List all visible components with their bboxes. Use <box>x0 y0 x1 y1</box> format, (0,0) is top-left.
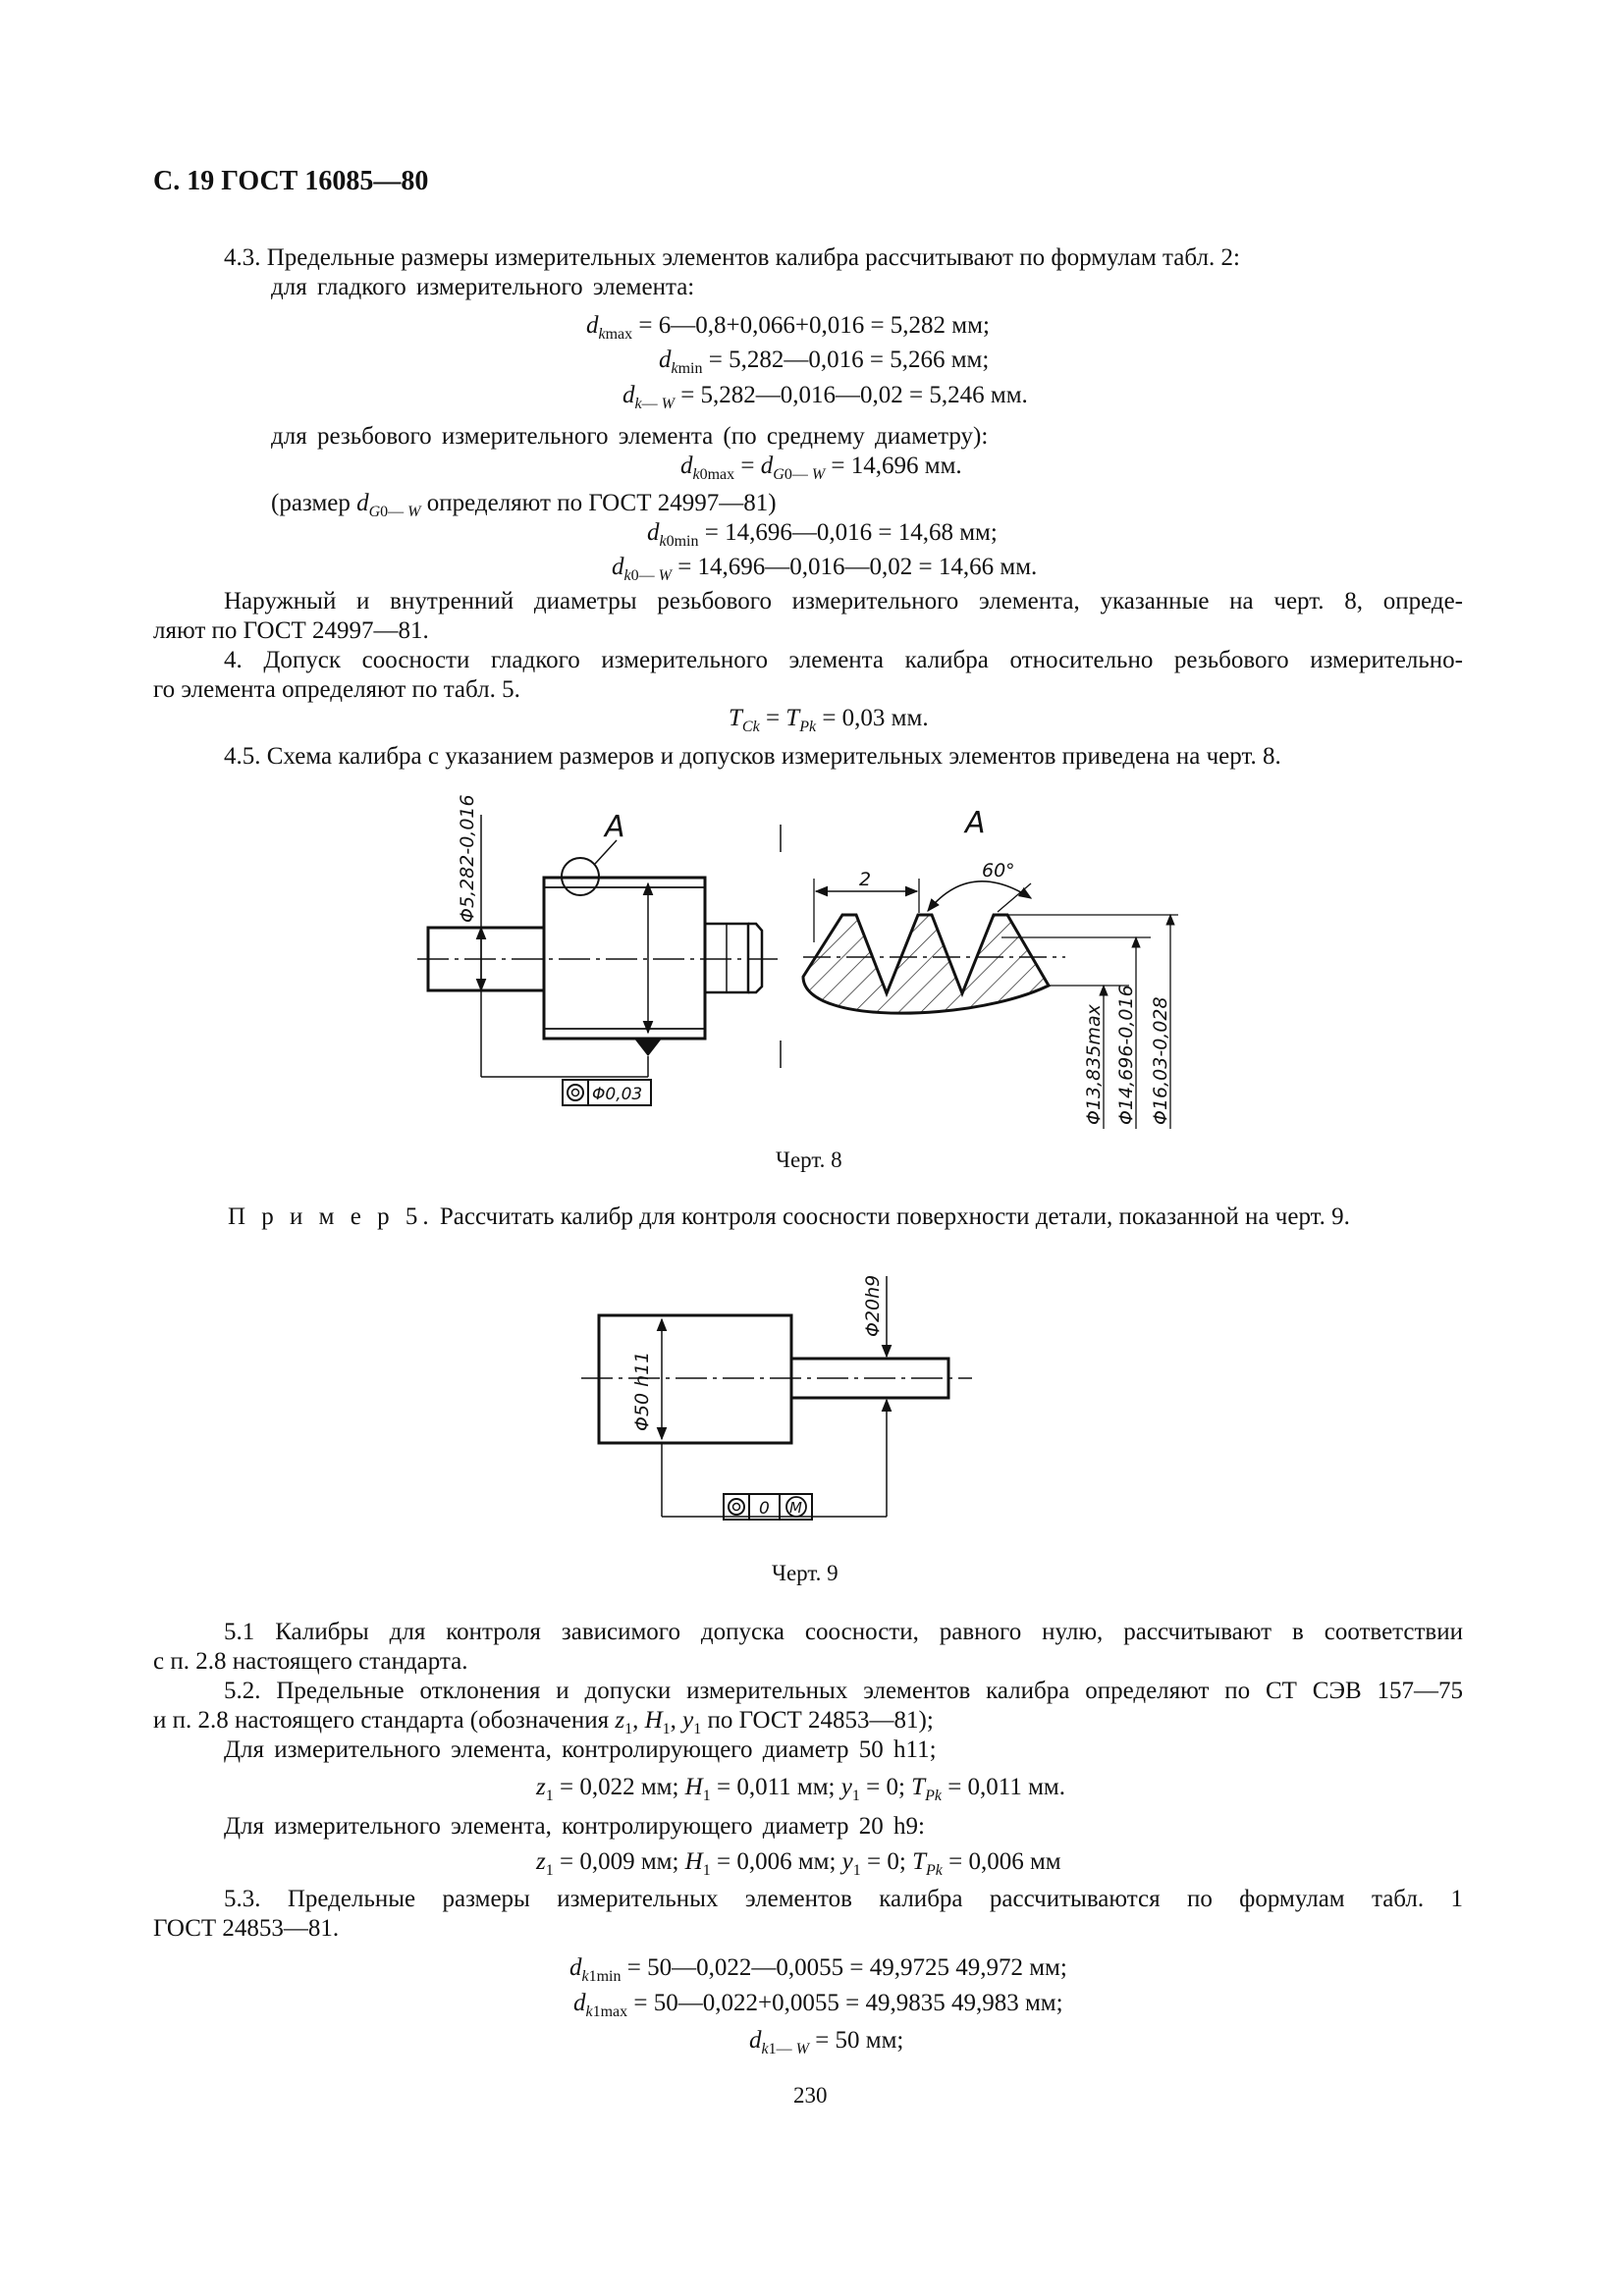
p-outer-line2: ляют по ГОСТ 24997—81. <box>153 617 429 644</box>
fig8-dim-smooth: Φ5,282-0,016 <box>457 794 478 923</box>
example5: П р и м е р 5. Рассчитать калибр для контроля соосности поверхности детали, показанной на черт. 9. <box>228 1203 1350 1230</box>
p53-line1: 5.3. Предельные размеры измерительных элементов калибра рассчитываются по формулам табл. 1 <box>224 1886 1463 1912</box>
p4-line1: 4. Допуск соосности гладкого измерительного элемента калибра относительно резьбового измерительно- <box>224 647 1463 673</box>
fig9-tol-modifier: M <box>789 1499 802 1517</box>
p43-note: (размер $d_{G0— W}$ определяют по ГОСТ 24997—81) <box>271 490 777 520</box>
formula-dk0w: $d_{k0— W}$ = 14,696—0,016—0,02 = 14,66 мм. <box>612 554 1038 584</box>
fig8-view-label: A <box>605 810 625 844</box>
p52-el2-formula: $z_1 = 0,009$ мм; $H_1 = 0,006$ мм; $y_1 = 0$; $T_{Pk} = 0,006$ мм <box>536 1848 1061 1879</box>
formula-dk1min: $d_{k1min}$ = 50—0,022—0,0055 = 49,9725 49,972 мм; <box>569 1954 1067 1985</box>
fig9-caption: Черт. 9 <box>772 1561 839 1585</box>
p45-text: 4.5. Схема калибра с указанием размеров и допусков измерительных элементов приведена на черт. 8. <box>224 743 1281 770</box>
p52-line2: и п. 2.8 настоящего стандарта (обозначения $z_1$, $H_1$, $y_1$ по ГОСТ 24853—81); <box>153 1707 934 1737</box>
fig9-large-cylinder <box>599 1315 791 1443</box>
p43-smooth-label: для гладкого измерительного элемента: <box>271 274 695 300</box>
formula-dk1max: $d_{k1max}$ = 50—0,022+0,0055 = 49,9835 49,983 мм; <box>573 1990 1063 2020</box>
p52-line1: 5.2. Предельные отклонения и допуски измерительных элементов калибра определяют по СТ СЭВ 157—75 <box>224 1678 1463 1704</box>
formula-tck: $T_{Ck} = T_{Pk} = 0,03$ мм. <box>729 705 929 735</box>
p51-line1: 5.1 Калибры для контроля зависимого допуска соосности, равного нулю, рассчитывают в соответствии <box>224 1619 1463 1645</box>
formula-dk0max: $d_{k0max} = d_{G0— W} = 14,696$ мм. <box>680 453 962 483</box>
fig8-dim-angle: 60° <box>982 860 1015 881</box>
fig9-dim-small: Φ20h9 <box>862 1274 884 1337</box>
page-number: 230 <box>793 2083 828 2108</box>
formula-dk0min: $d_{k0min}$ = 14,696—0,016 = 14,68 мм; <box>647 519 998 550</box>
p52-el2-label: Для измерительного элемента, контролирующего диаметр 20 h9: <box>224 1813 925 1840</box>
fig9-tol-value: 0 <box>759 1499 770 1519</box>
formula-dk1w: $d_{k1— W} = 50$ мм; <box>749 2027 904 2057</box>
fig8-dim-pitch: 2 <box>859 869 872 890</box>
formula-dkw: $d_{k— W}$ = 5,282—0,016—0,02 = 5,246 мм. <box>622 382 1028 412</box>
fig8-detail-label: A <box>965 806 986 840</box>
p43-thread-label: для резьбового измерительного элемента (по среднему диаметру): <box>271 423 989 450</box>
formula-dkmin: $d_{kmin}$ = 5,282—0,016 = 5,266 мм; <box>659 347 990 377</box>
fig8-dim-d1: Φ13,835max <box>1083 1004 1105 1125</box>
fig8-dim-d3: Φ16,03-0,028 <box>1150 996 1171 1125</box>
fig8-caption: Черт. 8 <box>776 1148 842 1172</box>
p4-line2: го элемента определяют по табл. 5. <box>153 676 520 703</box>
p53-line2: ГОСТ 24853—81. <box>153 1915 340 1942</box>
p52-el1-label: Для измерительного элемента, контролирующего диаметр 50 h11; <box>224 1736 937 1763</box>
fig9-dim-big: Φ50 h11 <box>631 1351 653 1431</box>
page-header: С. 19 ГОСТ 16085—80 <box>153 166 429 196</box>
p43-intro: 4.3. Предельные размеры измерительных элементов калибра рассчитывают по формулам табл. 2: <box>224 244 1240 271</box>
p52-el1-formula: $z_1 = 0,022$ мм; $H_1 = 0,011$ мм; $y_1 = 0$; $T_{Pk} = 0,011$ мм. <box>536 1774 1065 1804</box>
fig8-dim-tol: Φ0,03 <box>592 1085 643 1104</box>
p51-line2: с п. 2.8 настоящего стандарта. <box>153 1648 468 1675</box>
formula-dkmax: $d_{kmax}$ = 6—0,8+0,066+0,016 = 5,282 мм; <box>586 312 990 343</box>
fig8-dim-d2: Φ14,696-0,016 <box>1115 985 1137 1125</box>
p-outer-line1: Наружный и внутренний диаметры резьбового измерительного элемента, указанные на черт. 8, опреде- <box>224 588 1463 614</box>
